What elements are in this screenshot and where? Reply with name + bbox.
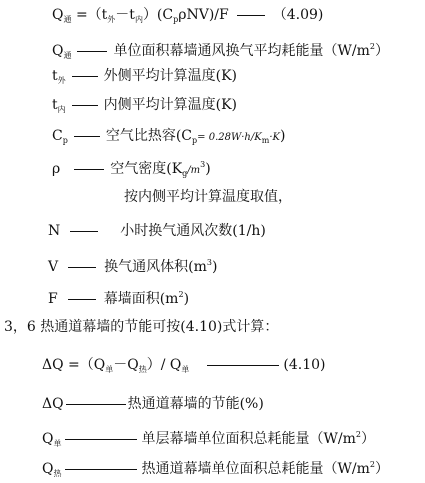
definition-subscript: 外 bbox=[57, 76, 66, 85]
definition-superscript: 2 bbox=[178, 290, 184, 299]
definition-subscript: m bbox=[261, 136, 270, 145]
definition-n bbox=[48, 222, 266, 240]
definition-rho bbox=[52, 156, 211, 183]
definition-text: ） bbox=[374, 461, 389, 477]
definition-text: 热通道幕墙的节能(%) bbox=[127, 396, 264, 412]
definition-subscript: p bbox=[62, 136, 68, 145]
definition-symbol: N bbox=[48, 223, 61, 239]
note-text: 按内侧平均计算温度取值， bbox=[124, 189, 292, 205]
definition-symbol: ρ bbox=[52, 161, 61, 177]
equation-number: (4.10) bbox=[283, 357, 326, 373]
leader-line bbox=[65, 439, 137, 440]
definition-text: ） bbox=[360, 431, 375, 447]
formula-subscript: 内 bbox=[134, 15, 143, 24]
definition-symbol: C bbox=[52, 128, 63, 144]
definition-symbol: t bbox=[52, 68, 58, 84]
definition-subscript: p bbox=[192, 136, 198, 145]
formula-text: ρNV)/F bbox=[178, 7, 229, 23]
definition-v bbox=[48, 254, 217, 276]
definition-text: 换气通风体积(m bbox=[104, 259, 207, 275]
definition-t-out bbox=[52, 67, 237, 90]
definition-subscript: 通 bbox=[63, 51, 72, 60]
definition-subscript: 内 bbox=[57, 105, 66, 114]
definition-subscript: 单 bbox=[53, 439, 62, 448]
formula-text: ）(C bbox=[142, 7, 174, 23]
formula-subscript: 热 bbox=[138, 365, 147, 374]
formula-subscript: 通 bbox=[63, 15, 72, 24]
definition-superscript: 3 bbox=[200, 160, 206, 169]
leader-line bbox=[66, 404, 126, 405]
definition-cp bbox=[52, 127, 285, 150]
formula-text: －t bbox=[115, 7, 135, 23]
definition-formula: ·K bbox=[269, 132, 280, 143]
leader-line bbox=[74, 169, 104, 170]
leader-line bbox=[72, 76, 98, 77]
definition-formula: /m bbox=[187, 165, 201, 176]
definition-formula: = 0.28W·h/K bbox=[197, 132, 262, 143]
definition-text: 空气比热容(C bbox=[105, 128, 193, 144]
definition-text: ) bbox=[205, 161, 211, 177]
leader-line bbox=[70, 231, 98, 232]
formula-symbol: Q bbox=[52, 7, 64, 23]
definition-symbol: Q bbox=[42, 431, 54, 447]
definition-text: ） bbox=[374, 43, 389, 59]
formula-text: ΔQ =（Q bbox=[42, 357, 106, 373]
definition-text: ) bbox=[279, 128, 286, 144]
formula-subscript: p bbox=[173, 15, 179, 24]
definition-superscript: 3 bbox=[206, 258, 212, 267]
definition-superscript: 2 bbox=[369, 42, 375, 51]
definition-text: 单层幕墙单位面积总耗能量（W/m bbox=[141, 431, 356, 447]
section-heading: 3，6 热通道幕墙的节能可按(4.10)式计算： bbox=[4, 319, 279, 335]
definition-symbol: V bbox=[48, 259, 59, 275]
definition-text: 单位面积幕墙通风换气平均耗能量（W/m bbox=[113, 43, 370, 59]
definition-text: 外侧平均计算温度(K) bbox=[103, 68, 238, 84]
leader-line bbox=[237, 15, 265, 16]
leader-line bbox=[77, 51, 107, 52]
formula-4-09 bbox=[52, 6, 323, 29]
definition-text: 幕墙面积(m bbox=[103, 291, 179, 307]
definition-text: 空气密度(K bbox=[110, 161, 183, 177]
definition-q-dan bbox=[42, 426, 375, 453]
formula-subscript: 单 bbox=[105, 365, 114, 374]
definition-symbol: t bbox=[52, 97, 58, 113]
definition-symbol: ΔQ bbox=[42, 396, 64, 412]
equation-number: （4.09) bbox=[272, 7, 324, 23]
formula-text: ）/ Q bbox=[146, 357, 182, 373]
definition-text: 热通道幕墙单位面积总耗能量（W/m bbox=[141, 461, 370, 477]
formula-text: －Q bbox=[113, 357, 139, 373]
definition-t-in bbox=[52, 96, 237, 119]
leader-line bbox=[65, 469, 137, 470]
formula-text: =（t bbox=[75, 7, 108, 23]
leader-line bbox=[68, 299, 96, 300]
formula-4-10 bbox=[42, 356, 326, 379]
leader-line bbox=[207, 365, 279, 366]
definition-q-tong bbox=[52, 38, 389, 65]
definition-text: 内侧平均计算温度(K) bbox=[103, 97, 238, 113]
definition-superscript: 2 bbox=[355, 430, 361, 439]
definition-subscript: g bbox=[182, 169, 188, 178]
leader-line bbox=[68, 267, 96, 268]
definition-subscript: 热 bbox=[53, 469, 62, 478]
definition-text: 小时换气通风次数(1/h) bbox=[120, 223, 266, 239]
leader-line bbox=[74, 136, 100, 137]
definition-superscript: 2 bbox=[369, 460, 375, 469]
formula-subscript: 外 bbox=[107, 15, 116, 24]
definition-text: ) bbox=[183, 291, 190, 307]
definition-symbol: Q bbox=[52, 43, 64, 59]
definition-text: ) bbox=[211, 259, 218, 275]
definition-f bbox=[48, 286, 189, 308]
definition-symbol: F bbox=[48, 291, 58, 307]
definition-symbol: Q bbox=[42, 461, 54, 477]
formula-subscript: 单 bbox=[181, 365, 190, 374]
definition-q-re bbox=[42, 456, 389, 483]
leader-line bbox=[72, 105, 98, 106]
definition-delta-q bbox=[42, 395, 264, 413]
